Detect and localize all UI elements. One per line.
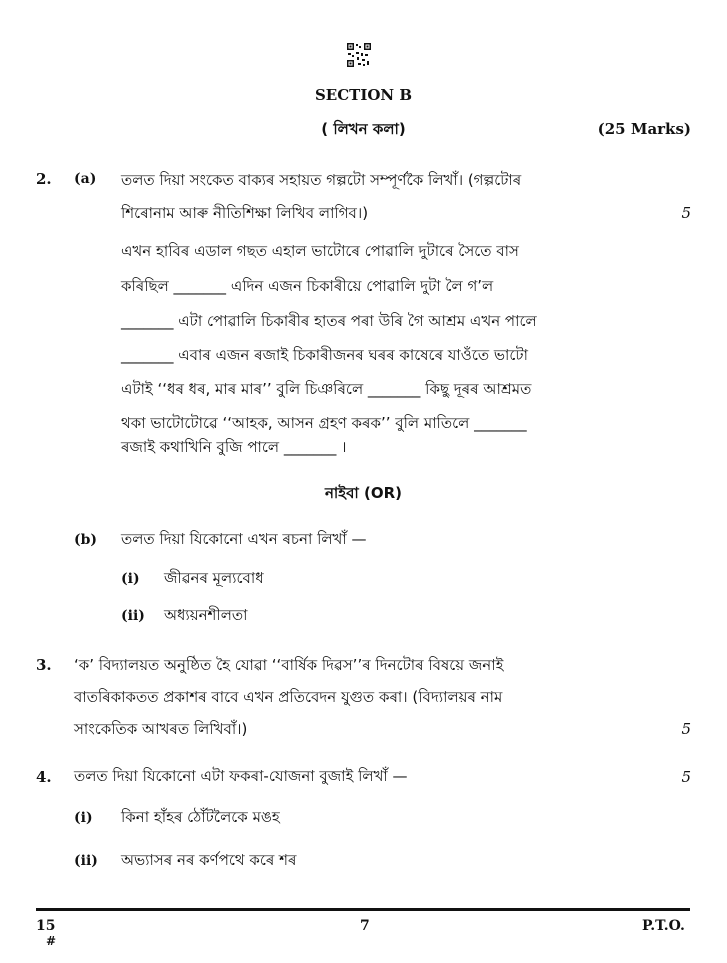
footer-divider xyxy=(36,908,690,911)
question-number: 4. xyxy=(36,768,52,786)
page-number: 7 xyxy=(360,918,370,934)
section-subtitle: ( লিখন কলা) xyxy=(321,120,406,138)
story-line: এটাই ‘‘ধৰ ধৰ, মাৰ মাৰ’’ বুলি চিঞৰিলে _______ কিছু দূৰৰ আশ্ৰমত xyxy=(121,380,532,398)
option-text: অভ্যাসৰ নৰ কৰ্ণপথে কৰে শৰ xyxy=(121,851,297,869)
story-line: _______ এবাৰ এজন ৰজাই চিকাৰীজনৰ ঘৰৰ কাষেৰে যাওঁতে ভাটো xyxy=(121,346,528,364)
question-text: সাংকেতিক আখৰত লিখিবাঁ।) xyxy=(74,720,248,738)
question-marks: 5 xyxy=(681,204,691,222)
question-text: বাতৰিকাকতত প্ৰকাশৰ বাবে এখন প্ৰতিবেদন যুগুত কৰা। (বিদ্যালয়ৰ নাম xyxy=(74,688,503,706)
section-marks: (25 Marks) xyxy=(597,120,691,138)
qr-code-icon xyxy=(346,42,372,68)
option-label: (ii) xyxy=(121,608,145,624)
story-line: ৰজাই কথাখিনি বুজি পালে _______ । xyxy=(121,438,347,456)
story-line: _______ এটা পোৱালি চিকাৰীৰ হাতৰ পৰা উৰি গৈ আশ্ৰম এখন পালে xyxy=(121,312,537,330)
question-text: তলত দিয়া সংকেত বাক্যৰ সহায়ত গল্পটো সম্পূৰ্ণকৈ লিখাঁ। (গল্পটোৰ xyxy=(121,171,522,189)
question-marks: 5 xyxy=(681,720,691,738)
question-text: তলত দিয়া যিকোনো এখন ৰচনা লিখাঁ — xyxy=(121,530,367,548)
question-text: শিৰোনাম আৰু নীতিশিক্ষা লিখিব লাগিব।) xyxy=(121,204,369,222)
or-divider: নাইবা (OR) xyxy=(324,484,403,502)
option-text: অধ্যয়নশীলতা xyxy=(164,606,248,624)
question-number: 3. xyxy=(36,656,52,674)
question-number: 2. xyxy=(36,170,52,188)
question-text: ‘ক’ বিদ্যালয়ত অনুষ্ঠিত হৈ যোৱা ‘‘বাৰ্ষিক দিৱস’’ৰ দিনটোৰ বিষয়ে জনাই xyxy=(74,656,504,674)
option-label: (i) xyxy=(74,810,93,826)
story-line: কৰিছিল _______ এদিন এজন চিকাৰীয়ে পোৱালি দুটা লৈ গ’ল xyxy=(121,277,494,295)
option-text: জীৱনৰ মূল্যবোধ xyxy=(164,569,264,587)
sub-question-label: (a) xyxy=(74,171,97,187)
sub-question-label: (b) xyxy=(74,532,98,548)
section-title: SECTION B xyxy=(314,86,413,104)
option-label: (i) xyxy=(121,571,140,587)
question-text: তলত দিয়া যিকোনো এটা ফকৰা-যোজনা বুজাই লিখাঁ — xyxy=(74,767,408,785)
option-label: (ii) xyxy=(74,853,98,869)
paper-code: 15 xyxy=(36,918,56,934)
story-line: এখন হাবিৰ এডাল গছত এহাল ভাটোৰে পোৱালি দুটাৰে সৈতে বাস xyxy=(121,242,519,260)
option-text: কিনা হাঁহৰ ঠোঁটলৈকে মঙহ xyxy=(121,808,280,826)
question-marks: 5 xyxy=(681,768,691,786)
story-line: থকা ভাটোটোৱে ‘‘আহক, আসন গ্ৰহণ কৰক’’ বুলি মাতিলে _______ xyxy=(121,414,527,432)
pto-label: P.T.O. xyxy=(642,918,685,934)
hash-mark: # xyxy=(46,934,57,948)
